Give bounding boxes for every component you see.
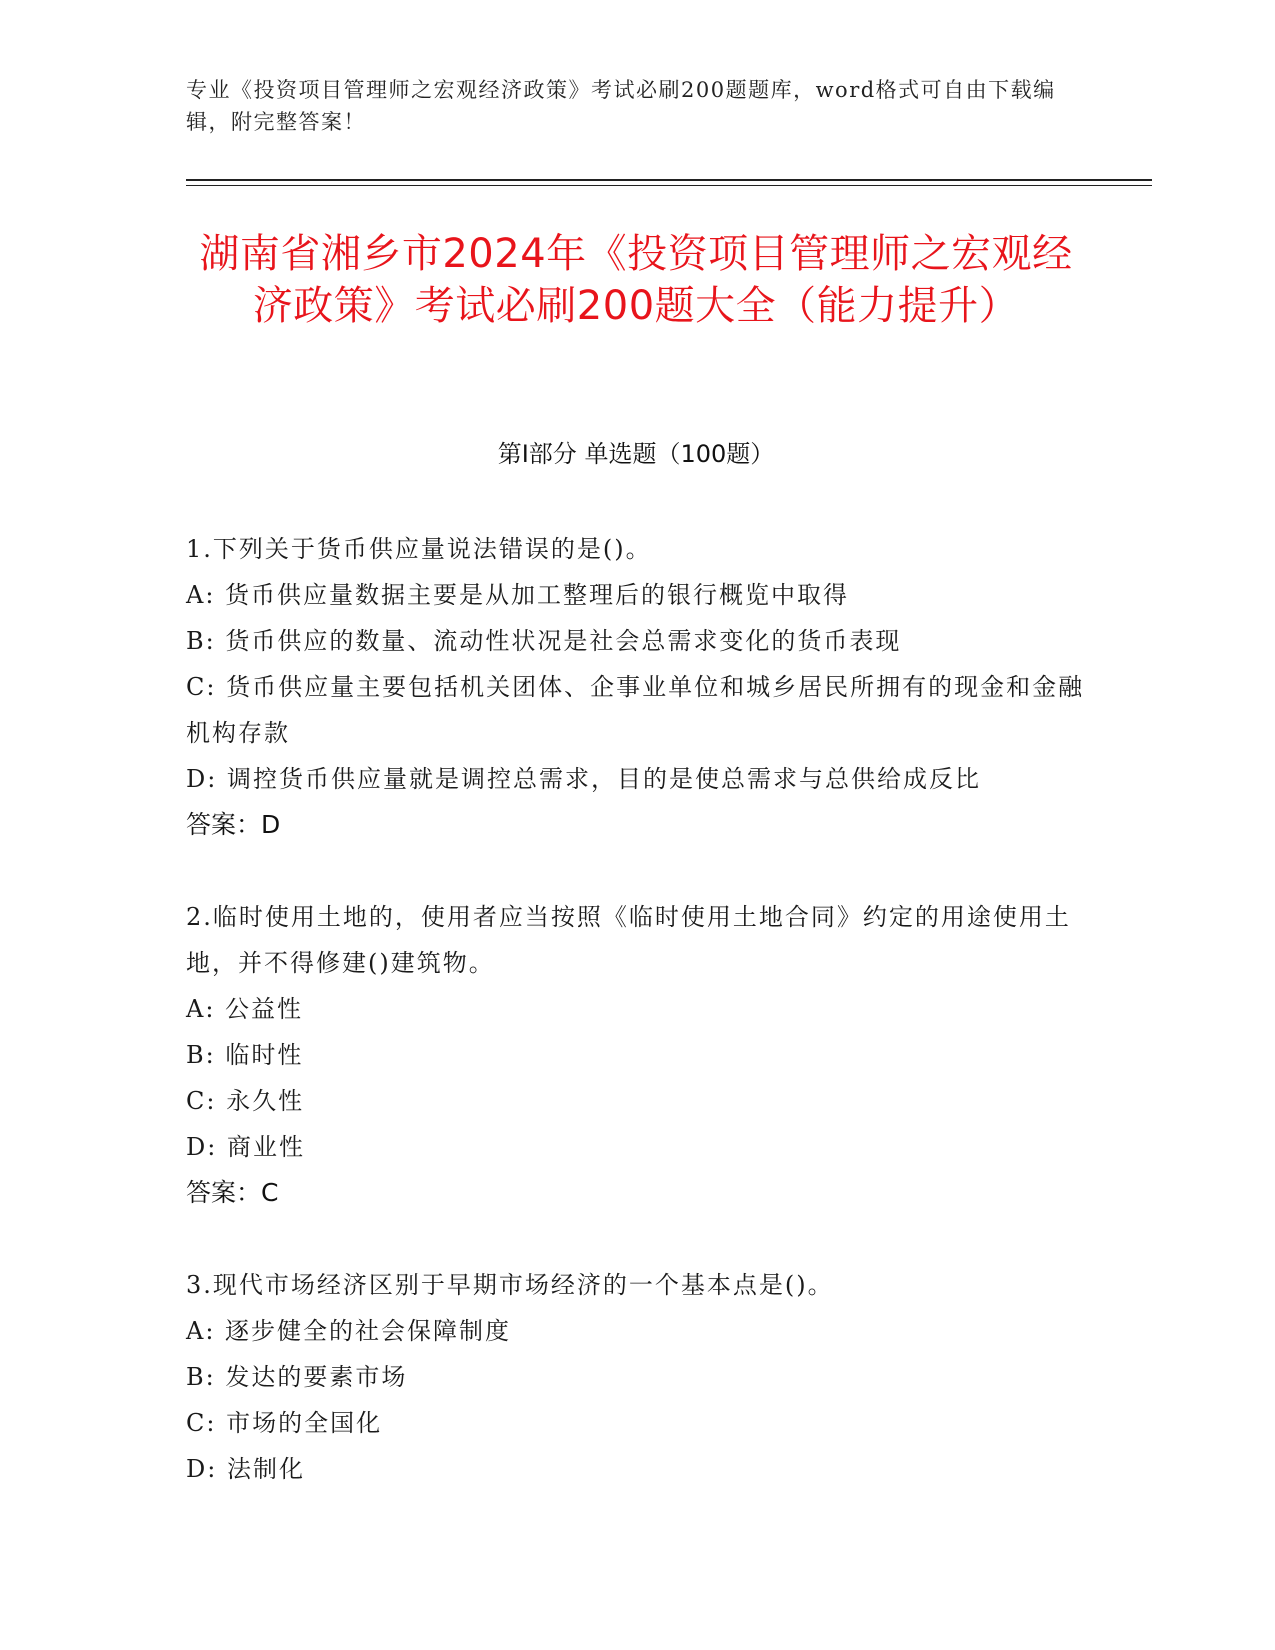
question-3 [186,1262,1086,1492]
option-b: B: 发达的要素市场 [186,1363,408,1391]
option-b: B: 货币供应的数量、流动性状况是社会总需求变化的货币表现 [186,627,902,655]
question-stem: 3.现代市场经济区别于早期市场经济的一个基本点是()。 [186,1271,834,1299]
section-title: 第I部分 单选题（100题） [497,440,775,468]
question-list [186,526,1086,1538]
header-divider-thick [186,179,1152,181]
option-c: C: 货币供应量主要包括机关团体、企事业单位和城乡居民所拥有的现金和金融机构存款 [186,673,1085,747]
option-a: A: 公益性 [186,995,304,1023]
answer: 答案：C [186,1178,279,1207]
option-d: D: 调控货币供应量就是调控总需求，目的是使总需求与总供给成反比 [186,765,981,793]
question-2 [186,894,1086,1216]
question-1 [186,526,1086,848]
option-c: C: 永久性 [186,1087,305,1115]
question-stem: 1.下列关于货币供应量说法错误的是()。 [186,535,652,563]
option-c: C: 市场的全国化 [186,1409,383,1437]
answer: 答案：D [186,810,281,839]
option-d: D: 商业性 [186,1133,305,1161]
option-a: A: 逐步健全的社会保障制度 [186,1317,512,1345]
header-note: 专业《投资项目管理师之宏观经济政策》考试必刷200题题库，word格式可自由下载编辑，附完整答案！ [186,78,1056,134]
document-title: 湖南省湘乡市2024年《投资项目管理师之宏观经济政策》考试必刷200题大全（能力提升） [199,231,1073,329]
question-stem: 2.临时使用土地的，使用者应当按照《临时使用土地合同》约定的用途使用土地，并不得修建()建筑物。 [186,903,1071,977]
option-b: B: 临时性 [186,1041,304,1069]
header-divider-thin [186,185,1152,186]
option-d: D: 法制化 [186,1455,305,1483]
option-a: A: 货币供应量数据主要是从加工整理后的银行概览中取得 [186,581,850,609]
